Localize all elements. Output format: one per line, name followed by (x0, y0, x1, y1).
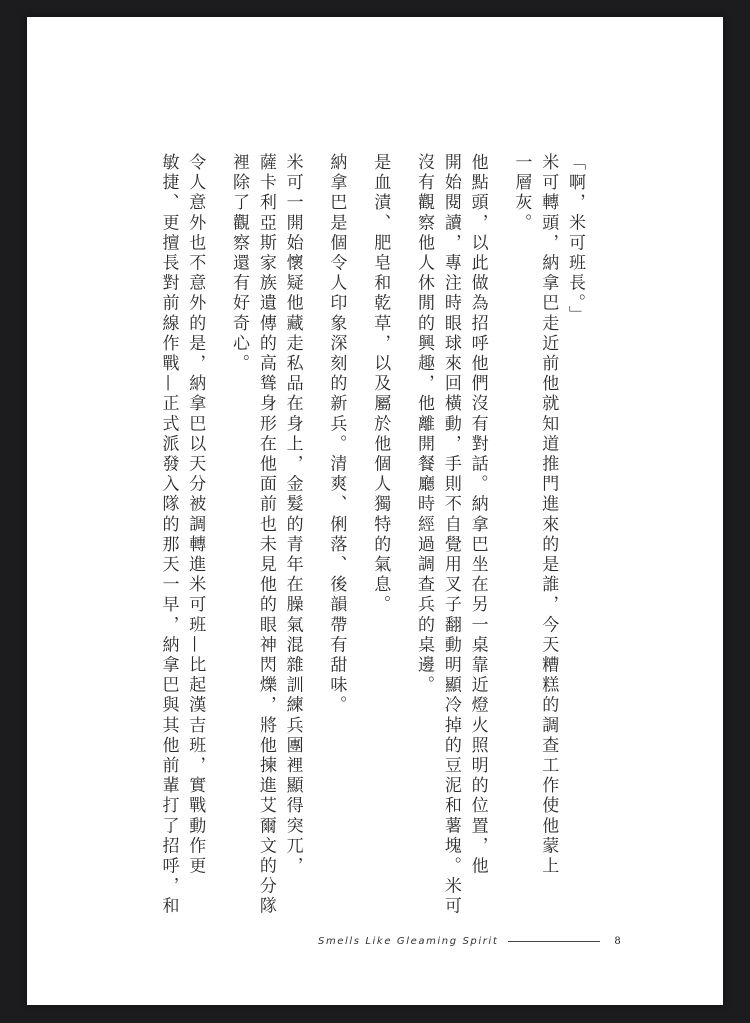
page-footer (318, 931, 621, 951)
text-line: 米可轉頭，納拿巴走近前他就知道推門進來的是誰，今天糟糕的調查工作使他蒙上 (538, 153, 559, 877)
text-line: 米可一開始懷疑他藏走私品在身上，金髮的青年在臊氣混雜訓練兵團裡顯得突兀， (282, 153, 303, 877)
text-line: 納拿巴是個令人印象深刻的新兵。清爽、俐落、後韻帶有甜味。 (326, 153, 347, 716)
text-line: 令人意外也不意外的是，納拿巴以天分被調轉進米可班—比起漢吉班，實戰動作更 (185, 153, 206, 877)
text-line: 沒有觀察他人休閒的興趣，他離開餐廳時經過調查兵的桌邊。 (414, 153, 435, 696)
text-line: 是血漬、肥皂和乾草，以及屬於他個人獨特的氣息。 (370, 153, 391, 616)
vertical-text-block (155, 153, 605, 917)
text-line: 「啊，米可班長。」 (565, 153, 585, 326)
running-title: Smells Like Gleaming Spirit (318, 935, 499, 947)
page-number: 8 (614, 935, 621, 947)
text-line: 開始閱讀，專注時眼球來回橫動，手則不自覺用叉子翻動明顯冷掉的豆泥和薯塊。米可 (440, 153, 461, 917)
text-line: 裡除了觀察還有好奇心。 (229, 153, 250, 375)
text-line: 敏捷、更擅長對前線作戰—正式派發入隊的那天一早，納拿巴與其他前輩打了招呼，和 (158, 153, 179, 917)
book-page (27, 17, 723, 1005)
text-line: 薩卡利亞斯家族遺傳的高聳身形在他面前也未見他的眼神閃爍，將他揀進艾爾文的分隊 (255, 153, 276, 917)
text-line: 一層灰。 (511, 153, 532, 234)
footer-rule (508, 941, 600, 942)
text-line: 他點頭，以此做為招呼他們沒有對話。納拿巴坐在另一桌靠近燈火照明的位置，他 (467, 153, 488, 877)
